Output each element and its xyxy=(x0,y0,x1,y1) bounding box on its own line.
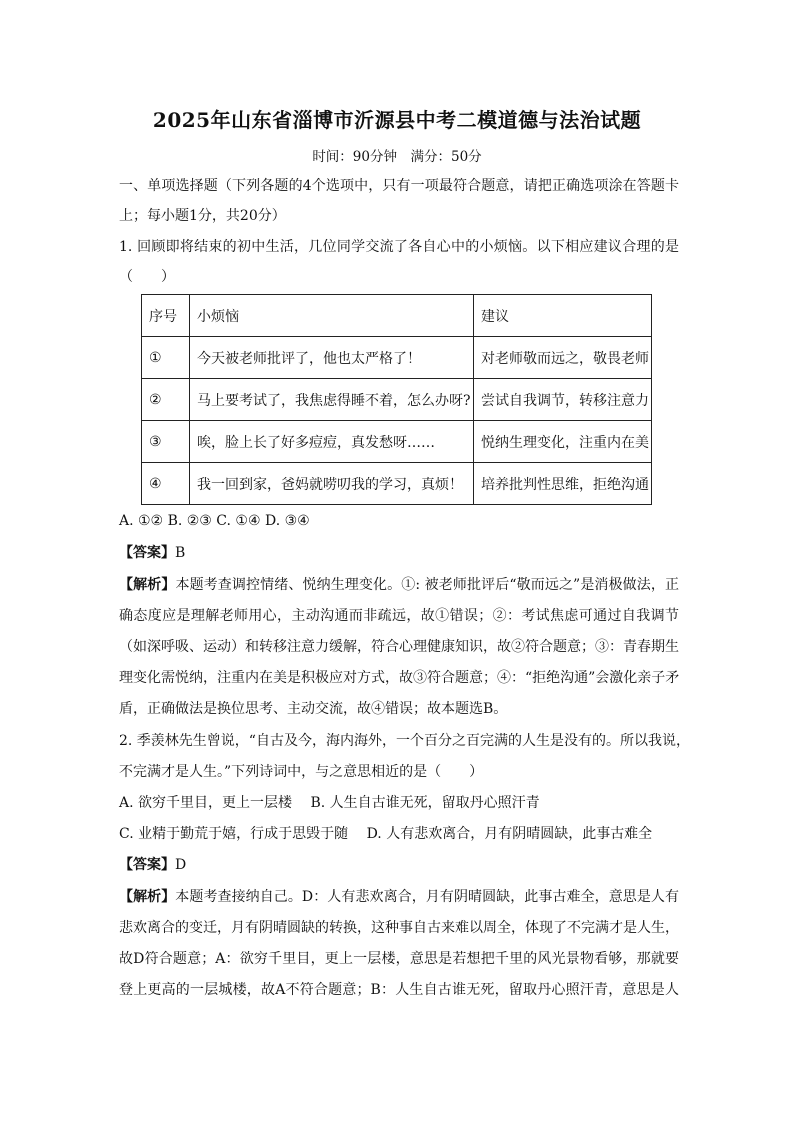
section-instructions-line-2: 上；每小题1分，共20分） xyxy=(119,208,286,224)
table-header-cell: 序号 xyxy=(142,295,190,337)
question-2-analysis-line: 悲欢离合的变迁，月有阴晴圆缺的转换，这种事自古来难以周全，体现了不完满才是人生， xyxy=(119,920,679,936)
analysis-label: 【解析】 xyxy=(119,577,176,593)
question-2-options-line-2: C. 业精于勤荒于嬉，行成于思毁于随 D. 人有悲欢离合，月有阴晴圆缺，此事古难全 xyxy=(119,826,653,842)
table-row xyxy=(142,421,652,463)
question-2-analysis-line xyxy=(119,887,679,907)
table-cell: 今天被老师批评了，他也太严格了！ xyxy=(190,337,474,379)
question-2-analysis-line: 登上更高的一层城楼，故A不符合题意；B：人生自古谁无死，留取丹心照汗青，意思是人 xyxy=(119,982,679,998)
question-2-options-line-1: A. 欲穷千里目，更上一层楼 B. 人生自古谁无死，留取丹心照汗青 xyxy=(119,795,540,811)
question-1-analysis-line: 确态度应是理解老师用心，主动沟通而非疏远，故①错误；②：考试焦虑可通过自我调节 xyxy=(119,608,679,624)
table-cell: 我一回到家，爸妈就唠叨我的学习，真烦！ xyxy=(190,463,474,505)
table-cell: 马上要考试了，我焦虑得睡不着，怎么办呀? xyxy=(190,379,474,421)
question-1-stem: 1. 回顾即将结束的初中生活，几位同学交流了各自心中的小烦恼。以下相应建议合理的是 xyxy=(119,239,679,255)
question-1-analysis-line: 理变化需悦纳，注重内在美是积极应对方式，故③符合题意；④：“拒绝沟通”会激化亲子矛 xyxy=(119,670,680,686)
table-header-row xyxy=(142,295,652,337)
question-1-table xyxy=(141,294,652,505)
table-row xyxy=(142,337,652,379)
table-cell: ② xyxy=(142,379,190,421)
question-1-blank: （ ） xyxy=(119,269,175,285)
table-cell: 对老师敬而远之，敬畏老师 xyxy=(474,337,652,379)
table-row xyxy=(142,463,652,505)
question-1-answer xyxy=(119,543,679,563)
question-2-analysis-line: 故D符合题意；A：欲穷千里目，更上一层楼，意思是若想把千里的风光景物看够，那就要 xyxy=(119,951,679,967)
exam-info: 时间：90分钟 满分：50分 xyxy=(312,149,482,165)
section-instructions-line-1: 一、单项选择题（下列各题的4个选项中，只有一项最符合题意，请把正确选项涂在答题卡 xyxy=(119,178,679,194)
question-2-stem: 2. 季羡林先生曾说，“自古及今，海内海外，一个百分之百完满的人生是没有的。所以我说， xyxy=(119,733,690,749)
table-cell: 唉，脸上长了好多痘痘，真发愁呀…… xyxy=(190,421,474,463)
table-row xyxy=(142,379,652,421)
table-header-cell: 小烦恼 xyxy=(190,295,474,337)
question-1-analysis-line: （如深呼吸、运动）和转移注意力缓解，符合心理健康知识，故②符合题意；③：青春期生 xyxy=(119,639,679,655)
question-1-analysis-line xyxy=(119,575,679,595)
analysis-label: 【解析】 xyxy=(119,889,176,905)
table-cell: ③ xyxy=(142,421,190,463)
table-cell: ① xyxy=(142,337,190,379)
question-1-analysis-line: 盾，正确做法是换位思考、主动交流，故④错误；故本题选B。 xyxy=(119,701,508,717)
analysis-text: 本题考查调控情绪、悦纳生理变化。①: 被老师批评后“敬而远之”是消极做法，正 xyxy=(175,577,679,593)
answer-label: 【答案】 xyxy=(119,857,175,873)
table-cell: ④ xyxy=(142,463,190,505)
table-cell: 尝试自我调节，转移注意力 xyxy=(474,379,652,421)
table-header-cell: 建议 xyxy=(474,295,652,337)
question-2-stem-cont: 不完满才是人生。”下列诗词中，与之意思相近的是（ ） xyxy=(119,764,484,780)
question-2-answer xyxy=(119,855,679,875)
page-title: 2025年山东省淄博市沂源县中考二模道德与法治试题 xyxy=(152,108,642,132)
question-1-options: A. ①② B. ②③ C. ①④ D. ③④ xyxy=(119,513,310,529)
answer-label: 【答案】 xyxy=(119,545,175,561)
analysis-text: 本题考查接纳自己。D：人有悲欢离合，月有阴晴圆缺，此事古难全，意思是人有 xyxy=(175,889,680,905)
answer-value: D xyxy=(175,857,187,873)
table-cell: 培养批判性思维，拒绝沟通 xyxy=(474,463,652,505)
answer-value: B xyxy=(175,545,186,561)
table-cell: 悦纳生理变化，注重内在美 xyxy=(474,421,652,463)
